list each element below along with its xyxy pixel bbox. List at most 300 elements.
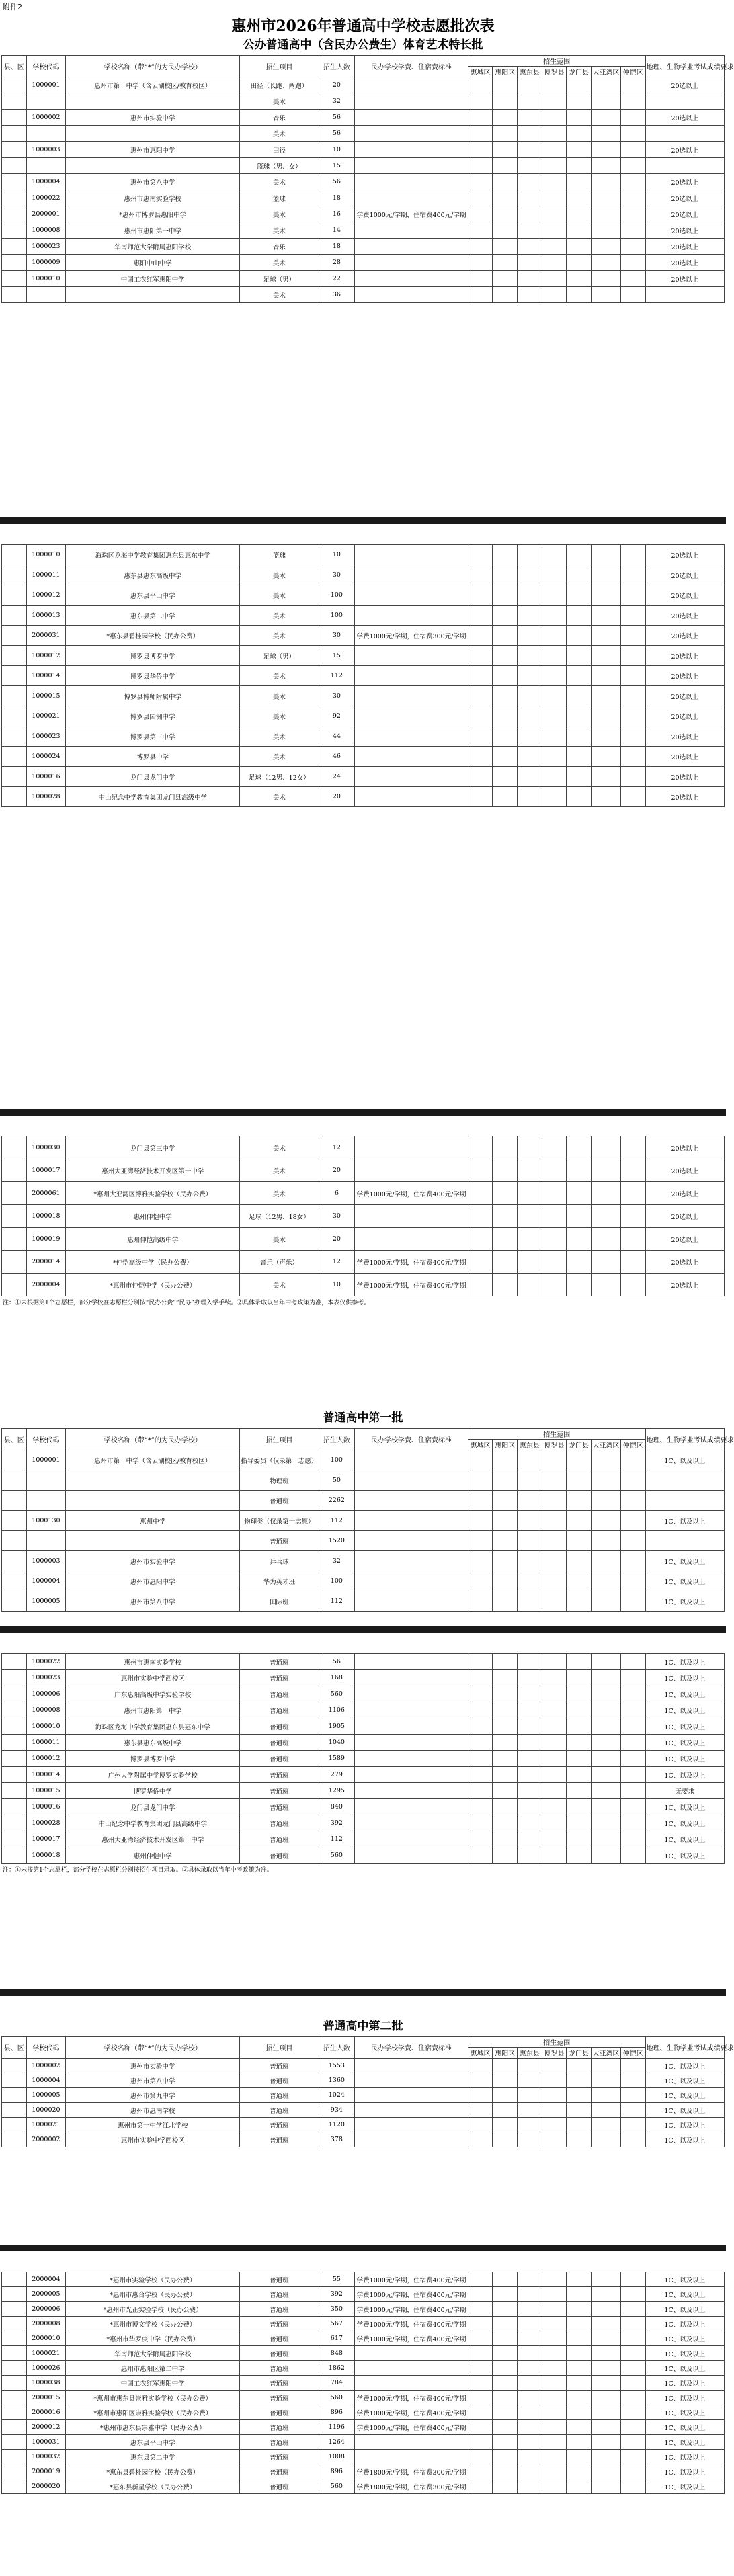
school-code: 1000016 xyxy=(26,1799,66,1815)
scope-mark xyxy=(493,585,518,606)
section-title: 公办普通高中（含民办公费生）体育艺术特长批 xyxy=(243,38,483,52)
table-row xyxy=(2,1751,725,1767)
scope-mark xyxy=(468,2420,493,2435)
project: 田径 xyxy=(240,142,319,158)
scope-mark xyxy=(468,126,493,142)
scope-mark xyxy=(468,2376,493,2391)
project: 美术 xyxy=(240,666,319,686)
requirement: 1C、以及以上 xyxy=(645,1686,724,1702)
scope-mark xyxy=(620,142,645,158)
scope-mark xyxy=(621,585,646,606)
requirement: 20选以上 xyxy=(645,174,724,190)
scope-mark xyxy=(468,1251,493,1274)
school-code xyxy=(26,1531,66,1551)
scope-mark xyxy=(468,747,493,767)
school-code: 1000038 xyxy=(26,2376,66,2391)
scope-mark xyxy=(567,585,592,606)
table-row xyxy=(2,1799,725,1815)
project: 普通班 xyxy=(240,2331,319,2346)
school-name: 惠州市第八中学 xyxy=(66,174,240,190)
requirement: 1C、以及以上 xyxy=(645,1751,724,1767)
fee-standard xyxy=(355,2346,468,2361)
scope-mark xyxy=(620,206,645,222)
fee-standard xyxy=(355,1831,468,1847)
district-cell xyxy=(2,174,27,190)
scope-mark xyxy=(468,666,493,686)
scope-mark xyxy=(592,2088,621,2103)
fee-standard xyxy=(355,239,468,255)
school-code xyxy=(26,1470,66,1491)
scope-mark xyxy=(567,1847,592,1864)
scope-mark xyxy=(542,2391,567,2405)
school-name: *惠州市博文学校（民办公费） xyxy=(66,2317,240,2331)
fee-standard xyxy=(355,646,468,666)
plan-count: 378 xyxy=(319,2132,355,2147)
fee-standard xyxy=(355,747,468,767)
scope-mark xyxy=(493,77,518,93)
scope-mark xyxy=(620,2073,645,2088)
school-name: 博罗县园洲中学 xyxy=(66,706,240,726)
project: 普通班 xyxy=(240,2450,319,2464)
requirement xyxy=(645,287,724,303)
scope-mark xyxy=(542,222,567,239)
scope-mark xyxy=(518,1491,542,1511)
scope-mark xyxy=(542,2059,567,2073)
scope-mark xyxy=(621,747,646,767)
scope-mark xyxy=(542,190,567,206)
school-code: 1000015 xyxy=(26,686,66,706)
fee-standard: 学费1000元/学期，住宿费400元/学期 xyxy=(355,1182,468,1205)
scope-mark xyxy=(567,1470,592,1491)
fee-standard xyxy=(355,1136,468,1159)
scope-mark xyxy=(592,787,621,807)
header-fee: 民办学校学费、住宿费标准 xyxy=(355,1429,468,1450)
requirement: 20选以上 xyxy=(645,255,724,271)
requirement: 1C、以及以上 xyxy=(645,2391,724,2405)
scope-mark xyxy=(493,142,518,158)
header-project: 招生项目 xyxy=(240,56,319,77)
scope-mark xyxy=(592,255,621,271)
project: 普通班 xyxy=(240,1531,319,1551)
project: 美术 xyxy=(240,787,319,807)
district-cell xyxy=(2,626,27,646)
header-fee: 民办学校学费、住宿费标准 xyxy=(355,2037,468,2059)
table-row xyxy=(2,1136,725,1159)
scope-mark xyxy=(567,1735,592,1751)
fee-standard: 学费1000元/学期，住宿费400元/学期 xyxy=(355,2302,468,2317)
scope-mark xyxy=(542,93,567,110)
scope-mark xyxy=(621,1654,646,1670)
table-row xyxy=(2,1702,725,1718)
scope-mark xyxy=(518,1551,542,1571)
scope-mark xyxy=(468,271,493,287)
header-district: 县、区 xyxy=(2,1429,27,1450)
scope-mark xyxy=(542,666,567,686)
page-break-divider xyxy=(0,1109,726,1116)
project: 美术 xyxy=(240,174,319,190)
scope-mark xyxy=(468,1686,493,1702)
plan-count: 10 xyxy=(319,545,355,565)
plan-count: 112 xyxy=(319,1831,355,1847)
page-break-divider xyxy=(0,1626,726,1633)
district-cell xyxy=(2,1159,27,1182)
district-cell xyxy=(2,2435,27,2450)
school-name: 惠州市实验中学 xyxy=(66,110,240,126)
scope-mark xyxy=(518,1274,542,1296)
school-code: 2000005 xyxy=(26,2287,66,2302)
school-name: 中国工农红军惠阳中学 xyxy=(66,2376,240,2391)
scope-mark xyxy=(518,1735,542,1751)
requirement: 20选以上 xyxy=(645,271,724,287)
plan-count: 1553 xyxy=(319,2059,355,2073)
school-code: 2000031 xyxy=(26,626,66,646)
school-code: 1000001 xyxy=(26,1450,66,1470)
plan-count: 30 xyxy=(319,626,355,646)
project: 美术 xyxy=(240,206,319,222)
scope-mark xyxy=(542,1491,567,1511)
plan-count: 1264 xyxy=(319,2435,355,2450)
school-name: 惠州市实验中学西校区 xyxy=(66,2132,240,2147)
district-cell xyxy=(2,2118,27,2132)
plan-count: 14 xyxy=(319,222,355,239)
scope-mark xyxy=(592,1815,621,1831)
scope-mark xyxy=(493,1783,518,1799)
scope-mark xyxy=(620,2088,645,2103)
fee-standard: 学费1000元/学期，住宿费400元/学期 xyxy=(355,1251,468,1274)
scope-mark xyxy=(542,1551,567,1571)
scope-mark xyxy=(493,1511,518,1531)
scope-mark xyxy=(567,686,592,706)
school-name: 中山纪念中学教育集团龙门县高级中学 xyxy=(66,1815,240,1831)
fee-standard xyxy=(355,1718,468,1735)
scope-mark xyxy=(567,2317,592,2331)
school-name: 惠州市惠阳区第二中学 xyxy=(66,2361,240,2376)
header-scope-area: 大亚湾区 xyxy=(592,1440,621,1450)
scope-mark xyxy=(620,1531,645,1551)
project: 普通班 xyxy=(240,2088,319,2103)
scope-mark xyxy=(567,110,592,126)
school-name xyxy=(66,126,240,142)
school-name: 中国工农红军惠阳中学 xyxy=(66,271,240,287)
scope-mark xyxy=(493,1491,518,1511)
scope-mark xyxy=(621,2346,646,2361)
scope-mark xyxy=(518,1511,542,1531)
scope-mark xyxy=(493,2073,518,2088)
scope-mark xyxy=(621,1182,646,1205)
project: 美术 xyxy=(240,1274,319,1296)
plan-count: 32 xyxy=(319,93,355,110)
plan-count: 10 xyxy=(319,1274,355,1296)
table-row xyxy=(2,2391,725,2405)
district-cell xyxy=(2,1470,27,1491)
scope-mark xyxy=(567,142,592,158)
header-scope-area: 大亚湾区 xyxy=(592,2048,621,2059)
scope-mark xyxy=(542,206,567,222)
scope-mark xyxy=(518,706,542,726)
scope-mark xyxy=(592,1470,621,1491)
scope-mark xyxy=(567,158,592,174)
plan-count: 617 xyxy=(319,2331,355,2346)
scope-mark xyxy=(542,2287,567,2302)
project: 普通班 xyxy=(240,1783,319,1799)
requirement: 1C、以及以上 xyxy=(645,1670,724,1686)
table-row xyxy=(2,1591,725,1612)
scope-mark xyxy=(468,2103,493,2118)
school-code: 1000002 xyxy=(26,110,66,126)
table-row xyxy=(2,1470,725,1491)
scope-mark xyxy=(493,1815,518,1831)
scope-mark xyxy=(518,2346,542,2361)
school-name: 华南师范大学附属惠阳学校 xyxy=(66,2346,240,2361)
scope-mark xyxy=(542,1654,567,1670)
scope-mark xyxy=(592,110,621,126)
fee-standard xyxy=(355,1159,468,1182)
project: 普通班 xyxy=(240,1847,319,1864)
fee-standard xyxy=(355,585,468,606)
fee-standard xyxy=(355,2088,468,2103)
scope-mark xyxy=(468,1551,493,1571)
scope-mark xyxy=(592,77,621,93)
scope-mark xyxy=(518,126,542,142)
plan-count: 350 xyxy=(319,2302,355,2317)
scope-mark xyxy=(468,606,493,626)
scope-mark xyxy=(518,1815,542,1831)
header-scope-area: 龙门县 xyxy=(567,67,592,77)
scope-mark xyxy=(567,2376,592,2391)
scope-mark xyxy=(621,1136,646,1159)
school-code: 1000026 xyxy=(26,2361,66,2376)
batch-table xyxy=(1,1136,725,1296)
scope-mark xyxy=(468,1159,493,1182)
scope-mark xyxy=(518,2420,542,2435)
school-name: 龙门县龙门中学 xyxy=(66,1799,240,1815)
scope-mark xyxy=(542,77,567,93)
table-row xyxy=(2,1251,725,1274)
header-scope-area: 龙门县 xyxy=(567,2048,592,2059)
district-cell xyxy=(2,271,27,287)
school-code: 2000012 xyxy=(26,2420,66,2435)
district-cell xyxy=(2,2287,27,2302)
scope-mark xyxy=(620,271,645,287)
scope-mark xyxy=(468,767,493,787)
batch-table xyxy=(1,2272,725,2494)
project: 音乐 xyxy=(240,110,319,126)
school-code: 1000023 xyxy=(26,239,66,255)
scope-mark xyxy=(518,190,542,206)
scope-mark xyxy=(620,255,645,271)
plan-count: 30 xyxy=(319,686,355,706)
district-cell xyxy=(2,1735,27,1751)
school-code: 1000005 xyxy=(26,2088,66,2103)
school-code xyxy=(26,126,66,142)
scope-mark xyxy=(542,2272,567,2287)
table-row xyxy=(2,2331,725,2346)
district-cell xyxy=(2,2450,27,2464)
requirement: 20选以上 xyxy=(645,206,724,222)
fee-standard xyxy=(355,174,468,190)
requirement: 1C、以及以上 xyxy=(645,2103,724,2118)
requirement: 20选以上 xyxy=(645,1182,724,1205)
scope-mark xyxy=(493,1274,518,1296)
requirement: 1C、以及以上 xyxy=(645,2088,724,2103)
plan-count: 15 xyxy=(319,158,355,174)
table-row xyxy=(2,1686,725,1702)
scope-mark xyxy=(567,126,592,142)
table-row xyxy=(2,2346,725,2361)
scope-mark xyxy=(621,1718,646,1735)
fee-standard xyxy=(355,1591,468,1612)
scope-mark xyxy=(542,239,567,255)
scope-mark xyxy=(493,1251,518,1274)
scope-mark xyxy=(468,626,493,646)
table-row xyxy=(2,142,725,158)
header-requirement: 地理、生物学业考试成绩要求 xyxy=(645,1429,724,1450)
table-row xyxy=(2,2118,725,2132)
plan-count: 10 xyxy=(319,142,355,158)
scope-mark xyxy=(493,1182,518,1205)
school-code: 1000005 xyxy=(26,1591,66,1612)
requirement: 20选以上 xyxy=(645,545,724,565)
requirement: 1C、以及以上 xyxy=(645,1767,724,1783)
fee-standard xyxy=(355,1847,468,1864)
scope-mark xyxy=(567,2272,592,2287)
scope-mark xyxy=(592,545,621,565)
project: 美术 xyxy=(240,706,319,726)
requirement: 无要求 xyxy=(645,1783,724,1799)
scope-mark xyxy=(493,93,518,110)
school-code: 1000011 xyxy=(26,565,66,585)
requirement: 20选以上 xyxy=(645,142,724,158)
district-cell xyxy=(2,2405,27,2420)
scope-mark xyxy=(567,1591,592,1612)
header-scope: 招生范围 xyxy=(468,56,645,67)
scope-mark xyxy=(592,686,621,706)
district-cell xyxy=(2,206,27,222)
scope-mark xyxy=(493,239,518,255)
school-code: 2000015 xyxy=(26,2391,66,2405)
scope-mark xyxy=(518,2287,542,2302)
scope-mark xyxy=(493,1751,518,1767)
project: 音乐 xyxy=(240,239,319,255)
fee-standard xyxy=(355,255,468,271)
plan-count: 46 xyxy=(319,747,355,767)
district-cell xyxy=(2,747,27,767)
scope-mark xyxy=(493,1228,518,1251)
school-name: *惠州市仲恺中学（民办公费） xyxy=(66,1274,240,1296)
scope-mark xyxy=(493,1767,518,1783)
school-name: 惠东县平山中学 xyxy=(66,585,240,606)
scope-mark xyxy=(567,1751,592,1767)
scope-mark xyxy=(468,1654,493,1670)
scope-mark xyxy=(542,2118,567,2132)
scope-mark xyxy=(468,1783,493,1799)
header-plan: 招生人数 xyxy=(319,56,355,77)
table-row xyxy=(2,686,725,706)
requirement: 1C、以及以上 xyxy=(645,1551,724,1571)
scope-mark xyxy=(518,1251,542,1274)
scope-mark xyxy=(592,1571,621,1591)
plan-count: 560 xyxy=(319,2391,355,2405)
scope-mark xyxy=(518,767,542,787)
scope-mark xyxy=(592,585,621,606)
scope-mark xyxy=(468,2059,493,2073)
scope-mark xyxy=(468,565,493,585)
scope-mark xyxy=(567,706,592,726)
school-code xyxy=(26,93,66,110)
project: 美术 xyxy=(240,1136,319,1159)
school-name: 惠阳中山中学 xyxy=(66,255,240,271)
header-scope-area: 博罗县 xyxy=(542,2048,567,2059)
fee-standard xyxy=(355,545,468,565)
header-school_code: 学校代码 xyxy=(26,2037,66,2059)
district-cell xyxy=(2,1654,27,1670)
scope-mark xyxy=(518,174,542,190)
scope-mark xyxy=(620,1450,645,1470)
scope-mark xyxy=(567,2479,592,2494)
project: 乒乓球 xyxy=(240,1551,319,1571)
scope-mark xyxy=(567,2450,592,2464)
scope-mark xyxy=(621,706,646,726)
scope-mark xyxy=(493,2132,518,2147)
scope-mark xyxy=(592,2346,621,2361)
project: 普通班 xyxy=(240,1751,319,1767)
scope-mark xyxy=(468,2073,493,2088)
district-cell xyxy=(2,1686,27,1702)
fee-standard xyxy=(355,158,468,174)
scope-mark xyxy=(567,174,592,190)
table-row xyxy=(2,726,725,747)
scope-mark xyxy=(567,2287,592,2302)
district-cell xyxy=(2,2302,27,2317)
scope-mark xyxy=(468,1470,493,1491)
scope-mark xyxy=(567,626,592,646)
header-school_code: 学校代码 xyxy=(26,1429,66,1450)
scope-mark xyxy=(493,1470,518,1491)
scope-mark xyxy=(592,2118,621,2132)
table-row xyxy=(2,2464,725,2479)
scope-mark xyxy=(542,1686,567,1702)
batch-table xyxy=(1,1653,725,1864)
plan-count: 50 xyxy=(319,1470,355,1491)
scope-mark xyxy=(567,1718,592,1735)
scope-mark xyxy=(493,606,518,626)
requirement: 1C、以及以上 xyxy=(645,1735,724,1751)
scope-mark xyxy=(592,2376,621,2391)
scope-mark xyxy=(620,190,645,206)
scope-mark xyxy=(621,1815,646,1831)
scope-mark xyxy=(468,2391,493,2405)
batch-section xyxy=(0,544,726,807)
scope-mark xyxy=(468,190,493,206)
scope-mark xyxy=(518,2059,542,2073)
scope-mark xyxy=(518,2073,542,2088)
project: 物理班 xyxy=(240,1470,319,1491)
scope-mark xyxy=(518,726,542,747)
scope-mark xyxy=(493,2464,518,2479)
scope-mark xyxy=(518,1531,542,1551)
fee-standard xyxy=(355,2376,468,2391)
scope-mark xyxy=(493,1686,518,1702)
scope-mark xyxy=(620,174,645,190)
district-cell xyxy=(2,110,27,126)
table-row xyxy=(2,1670,725,1686)
plan-count: 15 xyxy=(319,646,355,666)
project: 普通班 xyxy=(240,2479,319,2494)
scope-mark xyxy=(592,666,621,686)
school-name: 惠州市实验中学 xyxy=(66,2059,240,2073)
document-title: 惠州市2026年普通高中学校志愿批次表 xyxy=(231,17,495,35)
project: 美术 xyxy=(240,747,319,767)
